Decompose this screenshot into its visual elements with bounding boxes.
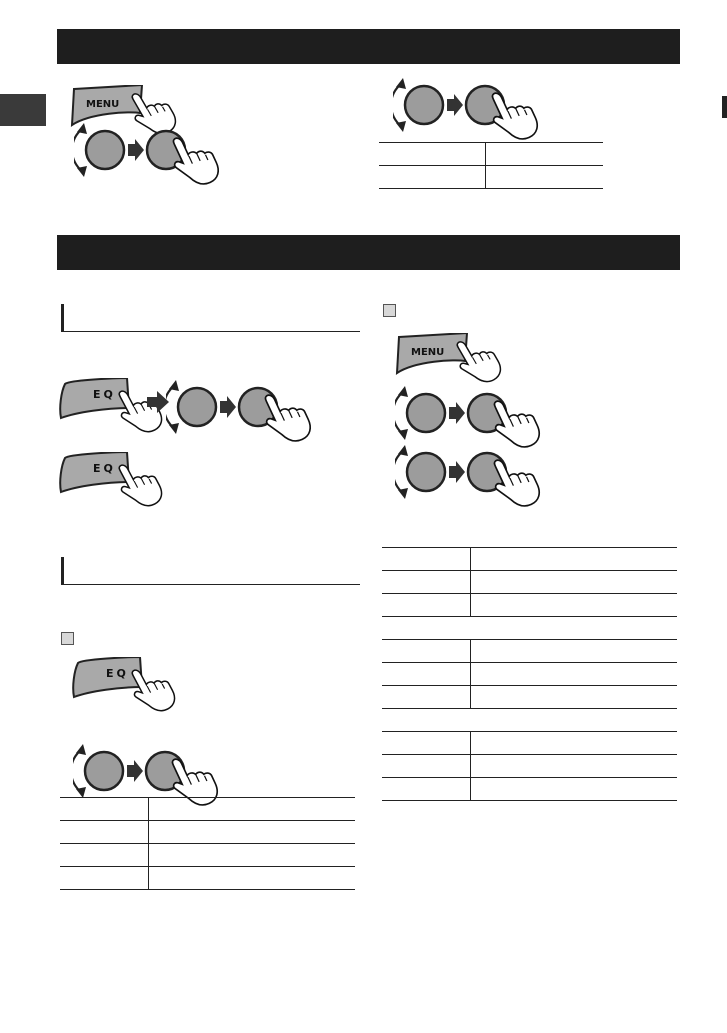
control-dial-turn-press-icon bbox=[395, 437, 545, 517]
subsection-heading bbox=[61, 557, 360, 585]
settings-table bbox=[382, 547, 677, 801]
subheading-square-icon bbox=[61, 632, 74, 645]
eq-settings-table bbox=[60, 797, 355, 890]
eq-button-press-icon bbox=[57, 452, 167, 518]
control-dial-turn-press-icon bbox=[393, 70, 543, 150]
section-header-bar bbox=[57, 235, 680, 270]
control-dial-turn-press-icon bbox=[74, 115, 224, 195]
language-side-tab bbox=[0, 94, 46, 126]
settings-table bbox=[379, 142, 603, 189]
eq-button-press-icon bbox=[70, 657, 180, 723]
section-header-bar bbox=[57, 29, 680, 64]
page-edge-mark bbox=[722, 96, 727, 118]
subsection-heading bbox=[61, 304, 360, 332]
subheading-square-icon bbox=[383, 304, 396, 317]
control-dial-turn-press-icon bbox=[166, 372, 316, 452]
